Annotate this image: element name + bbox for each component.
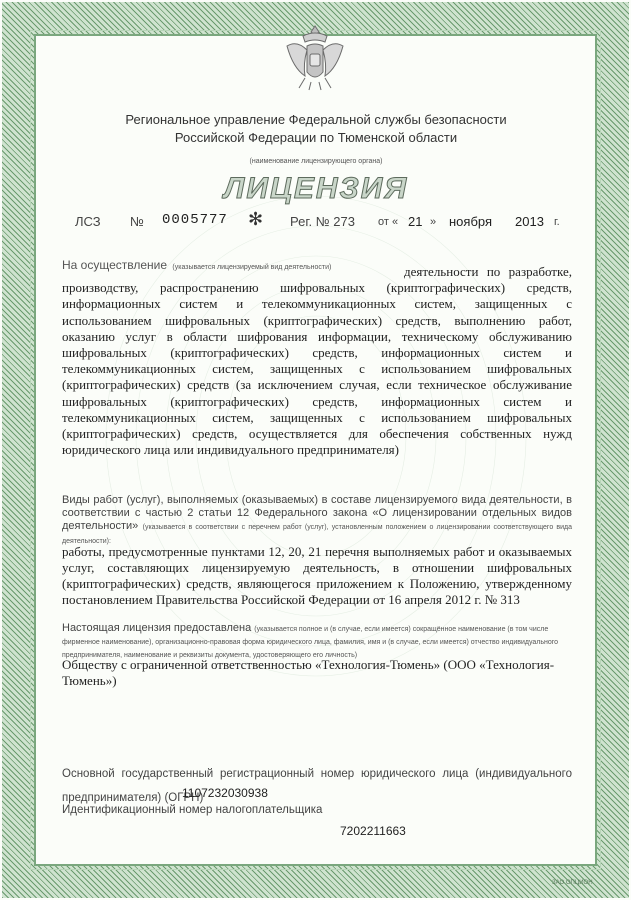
ogrn-label: Основной государственный регистрационный номер юридического лица (индивидуального предпринимателя) (ОГРН)	[62, 768, 572, 804]
date-mid: »	[430, 216, 437, 228]
works-lead	[62, 494, 572, 548]
licensee-name: Обществу с ограниченной ответственностью «Технология-Тюмень» (ООО «Технология-Тюмень»)	[62, 657, 555, 688]
licensing-authority	[100, 111, 532, 147]
activity-description	[62, 264, 572, 458]
star-mark: ✻	[248, 209, 264, 229]
works-caption: (указывается в соответствии с перечнем работ (услуг), установленным положением о лицензировании соответствующего вида деятельности):	[62, 524, 573, 545]
date-year: 2013	[515, 214, 544, 229]
date-day: 21	[408, 214, 423, 229]
license-number: 0005777	[162, 212, 228, 228]
number-sign: №	[130, 214, 144, 229]
coat-of-arms-emblem	[281, 22, 349, 94]
authority-line-1: Региональное управление Федеральной службы безопасности	[125, 112, 507, 127]
printer-mark: ЗАО ОПЦИОН	[552, 880, 593, 886]
activity-text: деятельности по разработке, производству, распространению шифровальных (криптографических) средств, информационных систем и телекоммуникационных систем, защищенных с использованием шифровальных (криптографических) средств, выполнению работ, оказанию услуг в области шифрования информации, техническому обслуживанию шифровальных (криптографических) средств, информационных систем и телекоммуникационных систем, защищенных с использованием шифровальных (криптографических) средств (за исключением случая, если техническое обслуживание шифровальных (криптографических) средств, информационных систем и телекоммуникационных систем, защищенных с использованием шифровальных (криптографических) средств, осуществляется для обеспечения собственных нужд юридического лица или индивидуального предпринимателя)	[62, 264, 572, 458]
ogrn-value: 1107232030938	[182, 786, 268, 800]
document-title: ЛИЦЕНЗИЯ	[223, 172, 409, 205]
authority-caption: (наименование лицензирующего органа)	[249, 158, 383, 165]
inn-value: 7202211663	[340, 824, 406, 838]
activity-lead-text: На осуществление	[62, 258, 168, 272]
date-month: ноября	[449, 214, 493, 229]
issued-caption: (указывается полное и (в случае, если имеется) сокращённое наименование (в том числе фирменное наименование), организационно-правовая форма юридического лица, фамилия, имя и (в случае, если имеется) отчество индивидуального предпринимателя, наименование и реквизиты документа, удостоверяющего его личность)	[62, 626, 559, 659]
issued-lead	[62, 622, 572, 661]
registration-number: Рег. № 273	[290, 214, 355, 229]
date-prefix: от «	[378, 216, 399, 228]
license-series: ЛСЗ	[75, 214, 101, 229]
works-lead-text: Виды работ (услуг), выполняемых (оказываемых) в составе лицензируемого вида деятельности, в соответствии с частью 2 статьи 12 Федерального закона «О лицензировании отдельных видов деятельности»	[62, 494, 572, 532]
works-description: работы, предусмотренные пунктами 12, 20, 21 перечня выполняемых работ и оказываемых услуг, составляющих лицензируемую деятельность, в отношении шифровальных (криптографических) средств, являющегося приложением к Положению, утвержденному постановлением Правительства Российской Федерации от 16 апреля 2012 г. № 313	[62, 544, 572, 607]
year-suffix: г.	[554, 216, 560, 228]
activity-caption: (указывается лицензируемый вид деятельности)	[172, 264, 332, 271]
authority-line-2: Российской Федерации по Тюменской области	[174, 130, 458, 145]
inn-label: Идентификационный номер налогоплательщика	[62, 804, 323, 816]
issued-lead-text: Настоящая лицензия предоставлена	[62, 622, 252, 634]
